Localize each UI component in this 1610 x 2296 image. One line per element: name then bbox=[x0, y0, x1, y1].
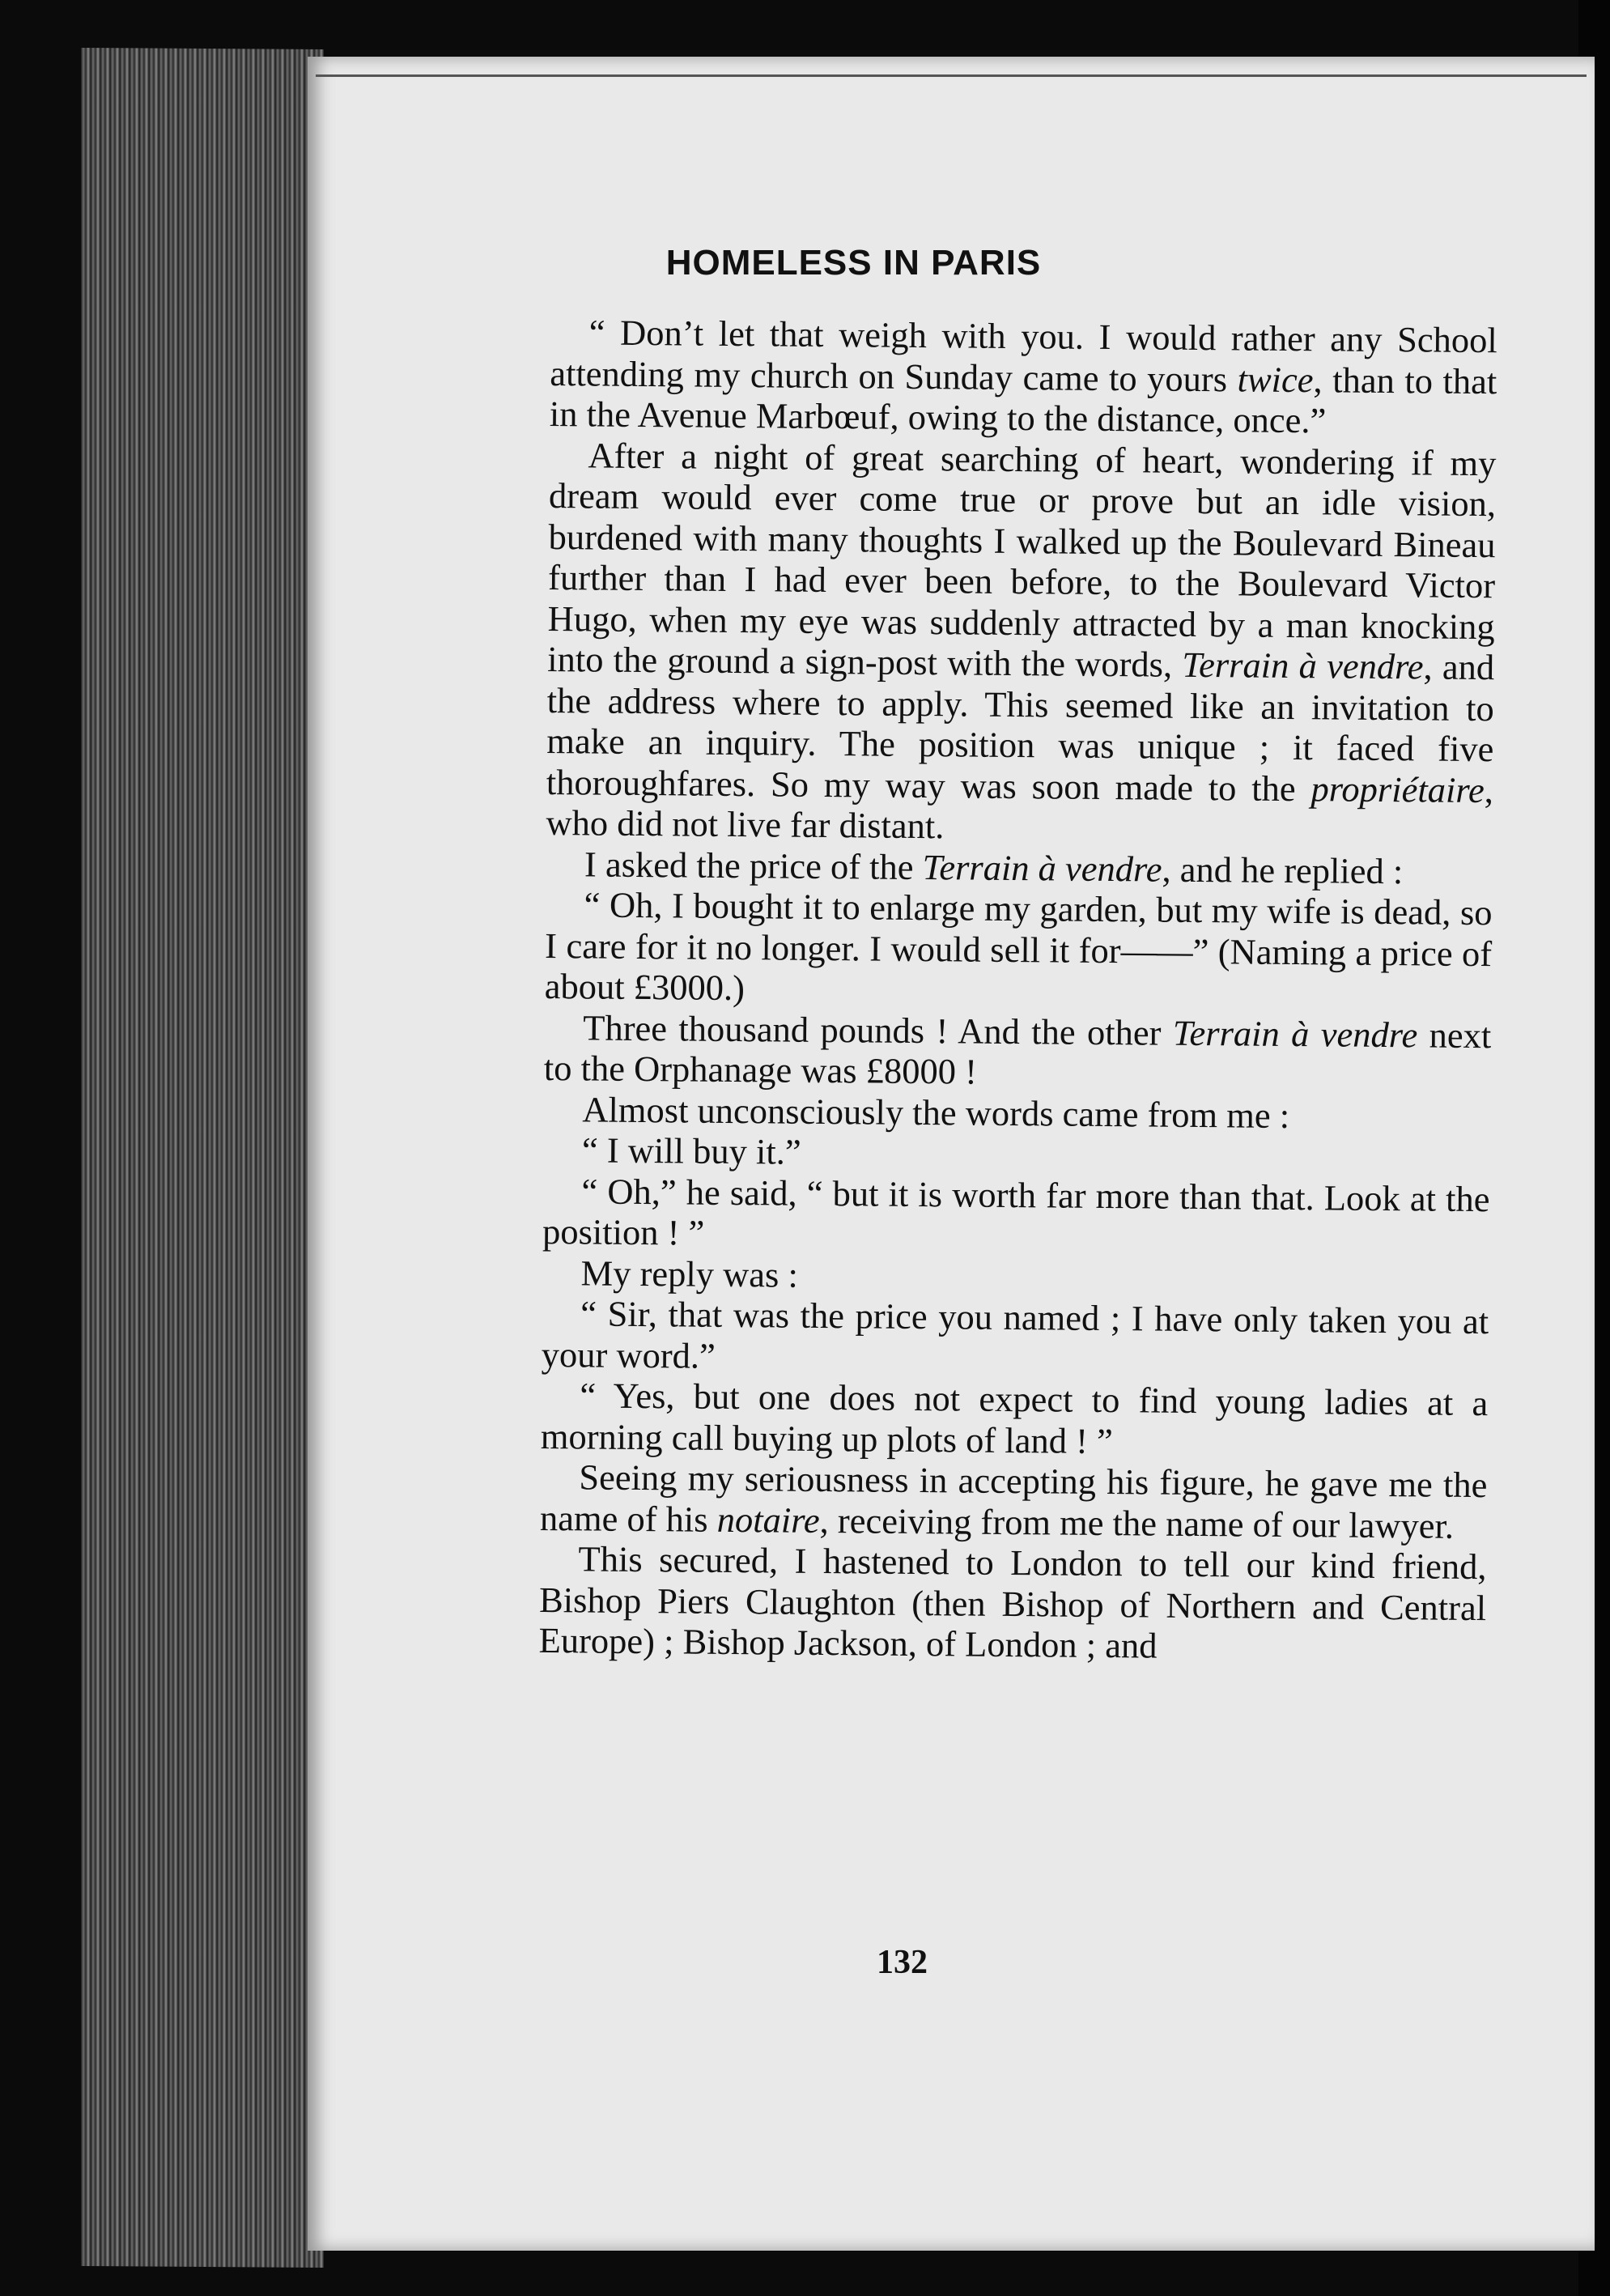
paragraph bbox=[541, 1375, 1489, 1465]
paragraph bbox=[544, 1006, 1492, 1096]
text-run: “ I will buy it.” bbox=[581, 1129, 801, 1172]
paragraph bbox=[542, 1293, 1489, 1383]
paragraph bbox=[540, 1456, 1488, 1546]
text-run: , who did not live far distant. bbox=[546, 769, 1494, 847]
paragraph bbox=[542, 1170, 1490, 1260]
paragraph bbox=[538, 1538, 1486, 1669]
text-run: , receiving from me the name of our lawyer. bbox=[819, 1499, 1455, 1546]
text-run: This secured, I hastened to London to tell our kind friend, Bishop Piers Claughton (then Bishop of Northern and Central Europe) ; Bishop Jackson, of London ; and bbox=[538, 1538, 1487, 1666]
book-spine-edge bbox=[81, 48, 324, 2268]
body-text bbox=[538, 312, 1497, 1669]
text-run: My reply was : bbox=[580, 1252, 799, 1295]
running-header: HOMELESS IN PARIS bbox=[665, 243, 1042, 283]
text-run: , than to that in the Avenue Marbœuf, owing to the distance, once.” bbox=[549, 359, 1497, 441]
text-run: “ Yes, but one does not expect to find young ladies at a morning call buying up plots of land ! ” bbox=[540, 1375, 1489, 1461]
page-number: 132 bbox=[877, 1944, 928, 1981]
text-run: “ Don’t let that weigh with you. I would rather any School attending my church on Sunday came to yours bbox=[550, 312, 1497, 399]
text-run: “ Oh,” he said, “ but it is worth far more than that. Look at the position ! ” bbox=[542, 1170, 1490, 1253]
italic-text: Terrain à vendre bbox=[1172, 1012, 1418, 1055]
paragraph bbox=[550, 312, 1497, 443]
text-run: , and the address where to apply. This seemed like an invitation to make an inquiry. The position was unique ; it faced five thoroughfares. So my way was soon made to the bbox=[546, 646, 1495, 809]
text-run: “ Oh, I bought it to enlarge my garden, but my wife is dead, so I care for it no longer. I would sell it for——” (Naming a price of about £3000.) bbox=[544, 884, 1493, 1009]
text-run: , and he replied : bbox=[1162, 848, 1404, 891]
text-run: After a night of great searching of heart, wondering if my dream would ever come true or prove but an idle vision, burdened with many thoughts I walked up the Boulevard Bineau further than I had ever been before, to the Boulevard Victor Hugo, when my eye was suddenly attracted by a man knocking into the ground a sign-post with the words, bbox=[547, 434, 1497, 685]
text-run: “ Sir, that was the price you named ; I have only taken you at your word.” bbox=[541, 1293, 1489, 1376]
text-run: Almost unconsciously the words came from me : bbox=[582, 1088, 1290, 1136]
page-top-edge bbox=[316, 74, 1587, 77]
italic-text: Terrain à vendre bbox=[1182, 644, 1424, 687]
italic-text: propriétaire bbox=[1311, 767, 1485, 810]
paragraph bbox=[546, 434, 1496, 851]
italic-text: notaire bbox=[716, 1499, 820, 1541]
text-run: Three thousand pounds ! And the other bbox=[583, 1006, 1174, 1053]
text-run: Seeing my seriousness in accepting his figure, he gave me the name of his bbox=[539, 1456, 1488, 1540]
italic-text: Terrain à vendre bbox=[922, 846, 1162, 890]
paragraph bbox=[545, 884, 1493, 1015]
text-run: next to the Orphanage was £8000 ! bbox=[543, 1014, 1492, 1092]
text-run: I asked the price of the bbox=[584, 843, 923, 887]
italic-text: twice bbox=[1237, 358, 1314, 400]
